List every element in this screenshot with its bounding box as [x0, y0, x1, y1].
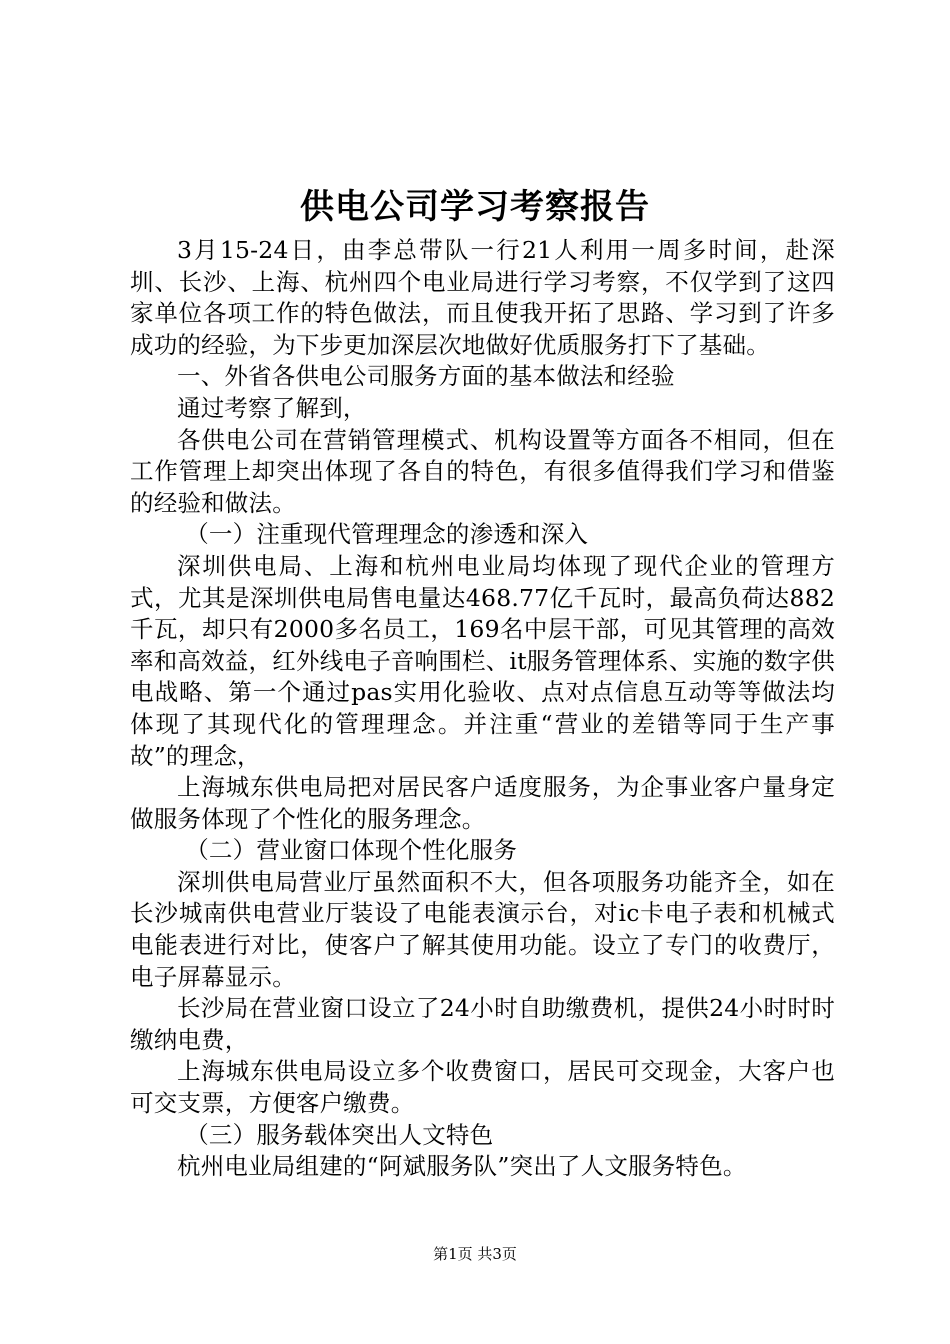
paragraph-shenzhen-hall: 深圳供电局营业厅虽然面积不大，但各项服务功能齐全，如在长沙城南供电营业厅装设了电能表演示台，对ic卡电子表和机械式电能表进行对比，使客户了解其使用功能。设立了专门的收费厅，电子屏幕显示。 — [130, 867, 835, 991]
subheading-service-window: （二）营业窗口体现个性化服务 — [185, 836, 518, 865]
paragraph-shanghai-service: 上海城东供电局把对居民客户适度服务，为企事业客户量身定做服务体现了个性化的服务理念。 — [130, 773, 835, 833]
subheading-humanistic: （三）服务载体突出人文特色 — [185, 1120, 494, 1149]
paragraph-shanghai-windows: 上海城东供电局设立多个收费窗口，居民可交现金，大客户也可交支票，方便客户缴费。 — [130, 1057, 835, 1118]
document-title: 供电公司学习考察报告 — [300, 187, 650, 227]
paragraph-changsha-selfservice: 长沙局在营业窗口设立了24小时自助缴费机，提供24小时时时缴纳电费， — [130, 994, 835, 1054]
heading-section-1: 一、外省各供电公司服务方面的基本做法和经验 — [177, 362, 675, 391]
page-footer: 第1页 共3页 — [433, 1245, 517, 1263]
document-body — [130, 235, 835, 1183]
paragraph-intro: 3月15-24日，由李总带队一行21人利用一周多时间，赴深圳、长沙、上海、杭州四个电业局进行学习考察，不仅学到了这四家单位各项工作的特色做法，而且使我开拓了思路、学习到了许多成功的经验，为下步更加深层次地做好优质服务打下了基础。 — [130, 236, 835, 359]
paragraph-overview: 各供电公司在营销管理模式、机构设置等方面各不相同，但在工作管理上却突出体现了各自的特色，有很多值得我们学习和借鉴的经验和做法。 — [130, 425, 835, 517]
paragraph-lead-in: 通过考察了解到， — [177, 393, 367, 422]
paragraph-shenzhen-management: 深圳供电局、上海和杭州电业局均体现了现代企业的管理方式，尤其是深圳供电局售电量达468.77亿千瓦时，最高负荷达882千瓦，却只有2000多名员工，169名中层干部，可见其管理的高效率和高效益，红外线电子音响围栏、it服务管理体系、实施的数字供电战略、第一个通过pas实用化验收、点对点信息互动等等做法均体现了其现代化的管理理念。并注重“营业的差错等同于生产事故”的理念， — [130, 551, 835, 770]
subheading-modern-management: （一）注重现代管理理念的渗透和深入 — [185, 520, 589, 549]
paragraph-hangzhou-team: 杭州电业局组建的“阿斌服务队”突出了人文服务特色。 — [177, 1152, 747, 1181]
